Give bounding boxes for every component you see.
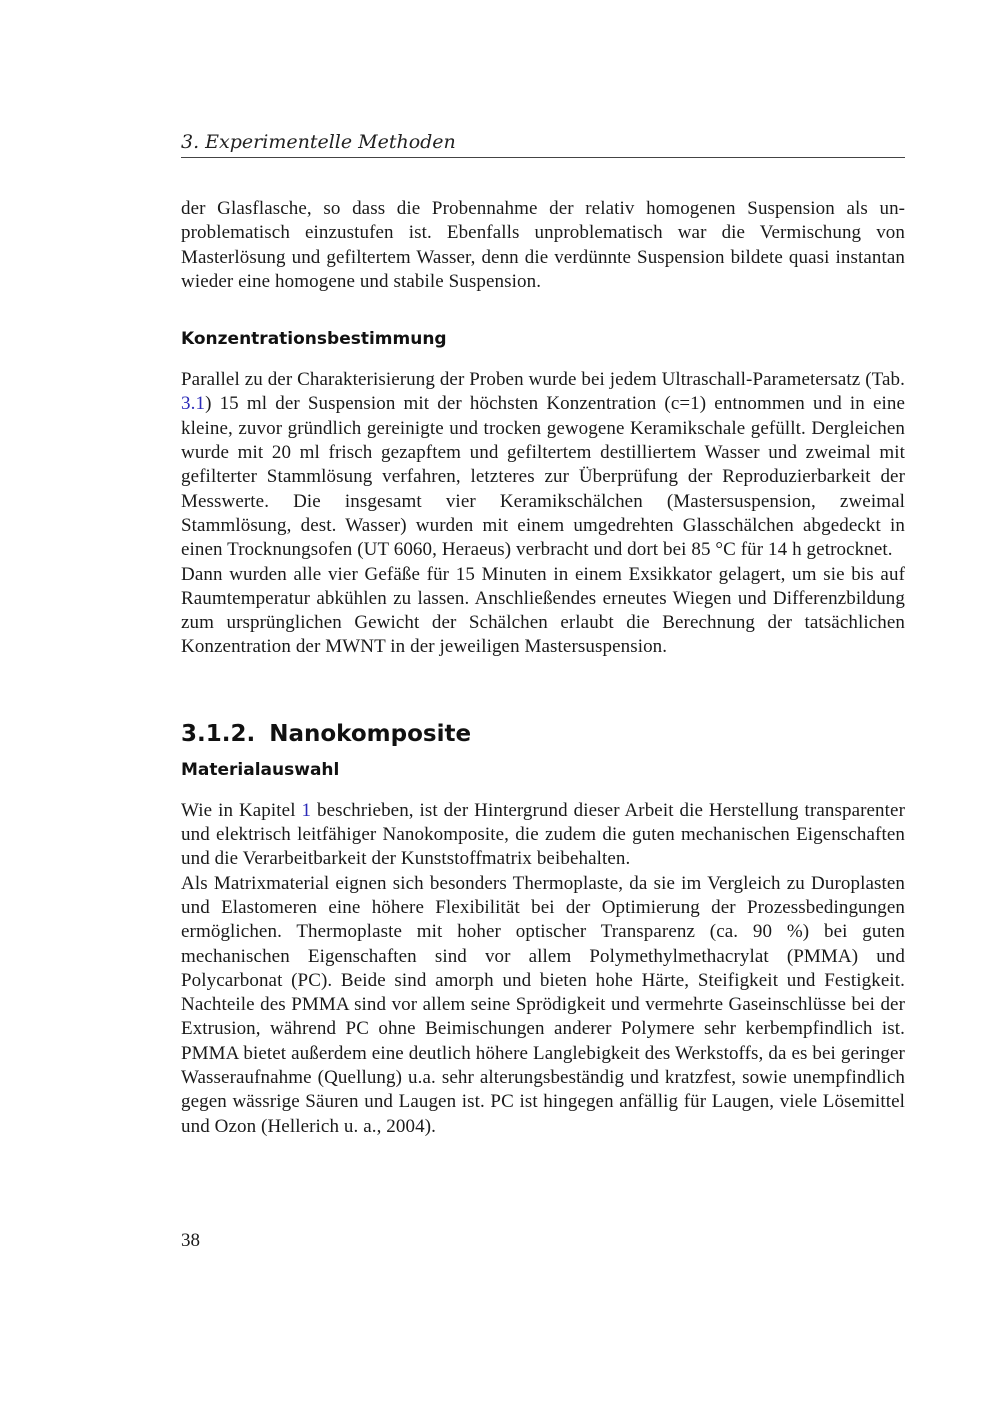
- page-number: 38: [181, 1230, 200, 1251]
- paragraph-text: ) 15 ml der Suspension mit der höchsten Konzentration (c=1) entnommen und in eine kleine, zuvor gründlich gereinigte und trocken gewogene Keramikschale gefüllt. Dergleichen wurde mit 20 ml frisch gezapftem und gefiltertem destilliertem Wasser und zweimal mit gefilterter Stammlösung verfahren, letzteres zur Überprüfung der Reproduzierbarkeit der Messwerte. Die insgesamt vier Keramikschälchen (Mastersuspension, zweimal Stammlösung, dest. Wasser) wurden mit einem umgedrehten Glasschälchen abgedeckt in einen Trocknungsofen (UT 6060, Heraeus) verbracht und dort bei 85 °C für 14 h getrocknet.: [181, 393, 905, 561]
- paragraph-konzentration: [181, 368, 905, 562]
- paragraph-exsikkator: Dann wurden alle vier Gefäße für 15 Minuten in einem Exsikkator gelagert, um sie bis auf Raumtemperatur abkühlen zu lassen. Anschließendes erneutes Wiegen und Differenzbildung zum ursprünglichen Gewicht der Schälchen erlaubt die Berechnung der tatsächlichen Konzentration der MWNT in der jeweiligen Mastersuspension.: [181, 563, 905, 658]
- header-rule: [181, 157, 905, 158]
- table-reference-link[interactable]: 3.1: [181, 393, 206, 415]
- subsection-heading-konzentrationsbestimmung: Konzentrationsbestimmung: [181, 329, 447, 350]
- paragraph-continuation: der Glasflasche, so dass die Probennahme der relativ homogenen Suspension als unproblematisch einzustufen ist. Ebenfalls unproblematisch war die Vermischung von Masterlösung und gefiltertem Wasser, denn die verdünnte Suspension bildete quasi instantan wieder eine homogene und stabile Suspension.: [181, 198, 905, 292]
- section-number: 3.1.2.: [181, 720, 256, 747]
- paragraph-matrixmaterial: Als Matrixmaterial eignen sich besonders Thermoplaste, da sie im Vergleich zu Duroplasten und Elastomeren eine höhere Flexibilität bei der Optimierung der Prozessbedingungen ermöglichen. Thermoplaste mit hoher optischer Transparenz (ca. 90 %) bei guten mechanischen Eigenschaften sind vor allem Polymethylmethacrylat (PMMA) und Polycarbonat (PC). Beide sind amorph und bieten hohe Härte, Steifigkeit und Festigkeit. Nachteile des PMMA sind vor allem seine Sprödigkeit und vermehrte Gaseinschlüsse bei der Extrusion, während PC ohne Beimischungen anderer Polymere sehr kerbempfindlich ist. PMMA bietet außerdem eine deutlich höhere Langlebigkeit des Werkstoffs, da es bei geringer Wasseraufnahme (Quellung) u.a. sehr alterungsbeständig und kratzfest, sowie unempfindlich gegen wässrige Säuren und Laugen ist. PC ist hingegen anfällig für Laugen, viele Lösemittel und Ozon (Hellerich u. a., 2004).: [181, 872, 905, 1137]
- section-title: Nanokomposite: [269, 720, 472, 747]
- running-header: 3. Experimentelle Methoden: [181, 131, 456, 153]
- chapter-reference-link[interactable]: 1: [301, 799, 312, 821]
- paragraph-text: beschrieben, ist der Hintergrund dieser Arbeit die Herstellung transparenter und elektrisch leitfähiger Nanokomposite, die zudem die guten mechanischen Eigenschaften und die Verarbeitbarkeit der Kunststoffmatrix beibehalten.: [181, 799, 905, 870]
- page-content: [181, 197, 905, 1139]
- section-heading: [181, 719, 905, 749]
- paragraph-text: Wie in Kapitel: [181, 799, 302, 821]
- subsection-heading-materialauswahl: Materialauswahl: [181, 759, 340, 780]
- paragraph-materialauswahl: [181, 799, 905, 872]
- paragraph-text: Parallel zu der Charakterisierung der Proben wurde bei jedem Ultraschall-Parametersatz (Tab.: [181, 369, 905, 391]
